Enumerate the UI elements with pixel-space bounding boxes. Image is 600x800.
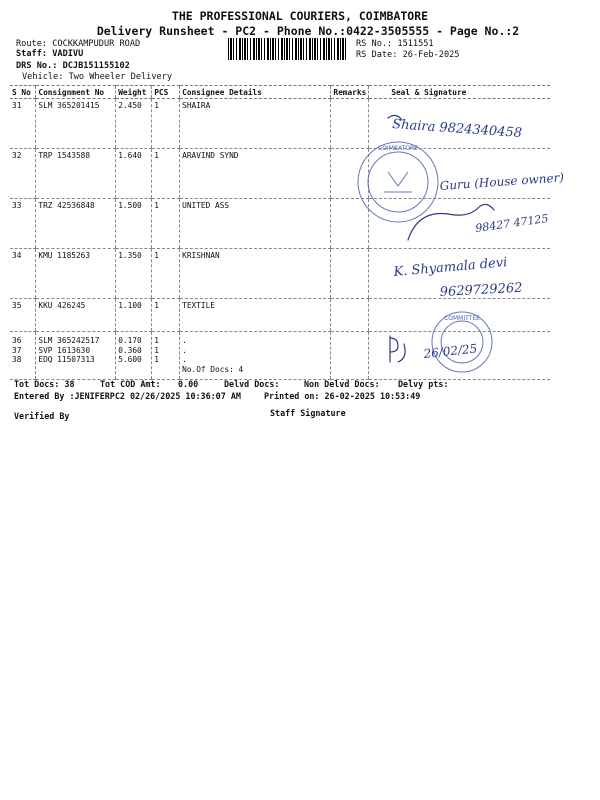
group-pcs: 1 [154,345,159,355]
row-consignee: TEXTILE [180,299,331,332]
group-consignee: . [182,336,187,345]
row-weight: 1.100 [116,299,152,332]
row-consignment: KMU 1185263 [36,249,116,299]
row-consignment: TRZ 42536848 [36,199,116,249]
row-consignee: UNITED ASS [180,199,331,249]
stamp-text: COIMBATORE [378,145,418,152]
row-pcs: 1 [152,249,180,299]
col-remarks: Remarks [331,86,369,99]
verified-by: Verified By [14,411,70,421]
vehicle-label: Vehicle: Two Wheeler Delivery [22,72,173,82]
entered-by: Entered By :JENIFERPC2 02/26/2025 10:36:07 AM [14,391,241,401]
col-weight: Weight [116,86,152,99]
row-sno: 33 [10,199,36,249]
route-label: Route: COCKKAMPUDUR ROAD [16,39,141,49]
row-weight: 2.450 [116,99,152,149]
group-sno: 38 [12,355,22,364]
rs-number: RS No.: 1511551 [356,39,434,49]
signature-row-31: Shaira 9824340458 [391,117,523,142]
signature-row-34-name: K. Shyamala devi [393,255,508,280]
delivered-docs: Delvd Docs: [224,379,280,389]
signature-row-33-name: Guru (House owner) [439,170,565,193]
group-pcs: 1 [154,355,159,364]
total-cod-label: Tot COD Amt: [100,379,161,389]
runsheet-title: Delivery Runsheet - PC2 - Phone No.:0422-3505555 - Page No.:2 [96,24,520,38]
row-consignee: KRISHNAN [180,249,331,299]
group-weight: 0.170 [118,336,142,345]
row-consignee: ARAVIND SYND [180,149,331,199]
row-consignment: TRP 1543588 [36,149,116,199]
row-sno: 34 [10,249,36,299]
row-consignment: SLM 365201415 [36,99,116,149]
group-consignment: EDQ 11507313 [38,355,95,364]
row-weight: 1.350 [116,249,152,299]
group-consignment: SLM 365242517 [38,336,100,345]
printed-on: Printed on: 26-02-2025 10:53:49 [264,391,421,401]
group-sno: 37 [12,345,22,355]
drs-number: DRS No.: DCJB151155102 [16,61,130,71]
docs-count-note: No.Of Docs: 4 [182,364,244,374]
total-docs: Tot Docs: 38 [14,379,75,389]
row-sno: 32 [10,149,36,199]
total-cod-value: 0.00 [178,379,199,389]
company-title: THE PROFESSIONAL COURIERS, COIMBATORE [171,9,429,23]
row-weight: 1.500 [116,199,152,249]
row-pcs: 1 [152,199,180,249]
group-weight: 5.600 [118,355,142,364]
row-consignment: KKU 426245 [36,299,116,332]
row-pcs: 1 [152,149,180,199]
signature-row-33-phone: 98427 47125 [474,211,550,235]
row-sno: 35 [10,299,36,332]
stamp-text: COMMITTEE [444,315,480,322]
signature-stroke [390,336,405,362]
row-pcs: 1 [152,299,180,332]
col-pcs: PCS [152,86,180,99]
col-seal-signature: Seal & Signature [369,86,550,99]
group-weight: 0.360 [118,345,142,355]
group-consignee: . [182,355,187,364]
rs-date: RS Date: 26-Feb-2025 [356,50,460,60]
col-consignee: Consignee Details [180,86,331,99]
staff-signature-label: Staff Signature [270,408,346,418]
group-consignment: SVP 1613630 [38,345,91,355]
delivery-stamp [358,142,438,222]
delivery-points: Delvy pts: [398,379,449,389]
row-sno: 31 [10,99,36,149]
col-consignment: Consignment No [36,86,116,99]
signature-date: 26/02/25 [422,341,478,361]
group-pcs: 1 [154,336,159,345]
group-consignee: . [182,345,187,355]
row-weight: 1.640 [116,149,152,199]
staff-label: Staff: VADIVU [16,49,84,59]
group-sno: 36 [12,336,22,345]
row-pcs: 1 [152,99,180,149]
signature-row-34-phone: 9629729262 [439,280,523,300]
row-consignee: SHAIRA [180,99,331,149]
non-delivered-docs: Non Delvd Docs: [304,379,380,389]
col-sno: S No [10,86,36,99]
